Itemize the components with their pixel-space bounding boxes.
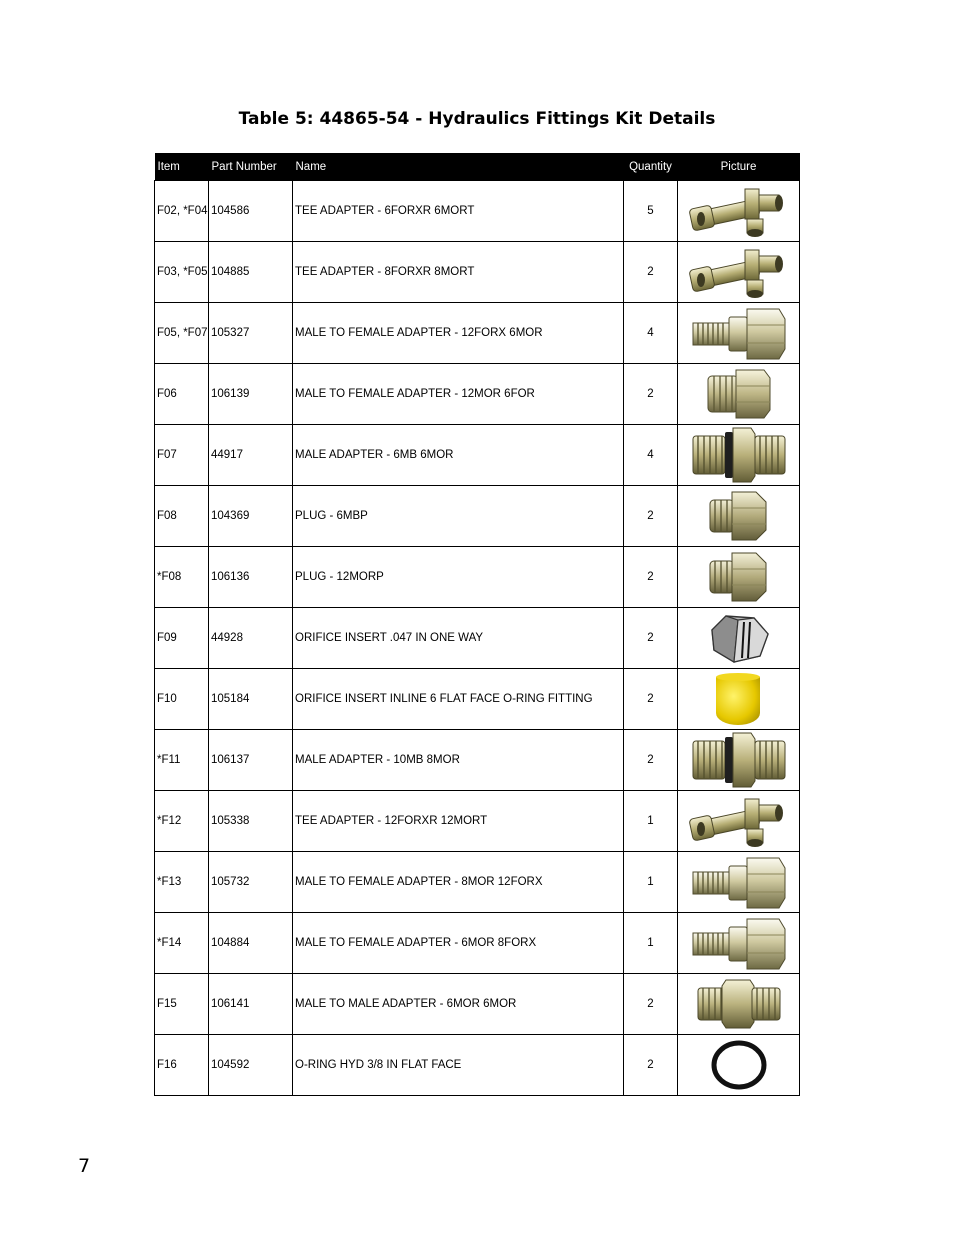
cell-item: F16	[155, 1035, 209, 1096]
cell-name: MALE TO MALE ADAPTER - 6MOR 6MOR	[293, 974, 624, 1035]
cell-quantity: 4	[624, 303, 678, 364]
cell-part-number: 104884	[209, 913, 293, 974]
table-row	[155, 852, 800, 913]
cell-picture	[678, 852, 800, 913]
cell-item: F06	[155, 364, 209, 425]
cell-item: F10	[155, 669, 209, 730]
cell-quantity: 1	[624, 913, 678, 974]
cell-item: F05, *F07	[155, 303, 209, 364]
table-row	[155, 669, 800, 730]
male-adapter-icon	[678, 426, 799, 484]
cell-quantity: 2	[624, 1035, 678, 1096]
cell-item: F15	[155, 974, 209, 1035]
cell-item: *F14	[155, 913, 209, 974]
table-row	[155, 608, 800, 669]
cell-part-number: 106141	[209, 974, 293, 1035]
cell-part-number: 104592	[209, 1035, 293, 1096]
cell-name: MALE TO FEMALE ADAPTER - 6MOR 8FORX	[293, 913, 624, 974]
cell-item: *F12	[155, 791, 209, 852]
cell-part-number: 106136	[209, 547, 293, 608]
fittings-table	[154, 153, 800, 1096]
orifice-insert-icon	[678, 610, 799, 666]
cell-part-number: 104885	[209, 242, 293, 303]
cell-quantity: 2	[624, 974, 678, 1035]
cell-name: ORIFICE INSERT INLINE 6 FLAT FACE O-RING FITTING	[293, 669, 624, 730]
cell-picture	[678, 1035, 800, 1096]
cell-item: *F13	[155, 852, 209, 913]
cell-picture	[678, 791, 800, 852]
table-row	[155, 181, 800, 242]
cell-part-number: 105184	[209, 669, 293, 730]
plug-icon	[678, 549, 799, 605]
cell-name: MALE TO FEMALE ADAPTER - 8MOR 12FORX	[293, 852, 624, 913]
hex-adapter-icon	[678, 366, 799, 422]
cell-name: PLUG - 6MBP	[293, 486, 624, 547]
cell-quantity: 5	[624, 181, 678, 242]
table-row	[155, 547, 800, 608]
table-row	[155, 364, 800, 425]
cell-part-number: 44928	[209, 608, 293, 669]
table-title: Table 5: 44865-54 - Hydraulics Fittings Kit Details	[238, 109, 716, 129]
cell-picture	[678, 364, 800, 425]
cell-quantity: 2	[624, 669, 678, 730]
cell-name: O-RING HYD 3/8 IN FLAT FACE	[293, 1035, 624, 1096]
cell-name: MALE TO FEMALE ADAPTER - 12FORX 6MOR	[293, 303, 624, 364]
cell-picture	[678, 608, 800, 669]
cell-picture	[678, 181, 800, 242]
cell-name: MALE TO FEMALE ADAPTER - 12MOR 6FOR	[293, 364, 624, 425]
cell-item: *F08	[155, 547, 209, 608]
table-row	[155, 303, 800, 364]
cell-quantity: 2	[624, 730, 678, 791]
cell-quantity: 1	[624, 791, 678, 852]
column-header-picture: Picture	[678, 153, 800, 181]
column-header-quantity: Quantity	[624, 153, 678, 181]
cell-part-number: 105327	[209, 303, 293, 364]
cell-part-number: 44917	[209, 425, 293, 486]
cell-part-number: 105338	[209, 791, 293, 852]
column-header-name: Name	[293, 153, 624, 181]
male-adapter-icon	[678, 731, 799, 789]
plug-icon	[678, 488, 799, 544]
cell-picture	[678, 425, 800, 486]
cell-picture	[678, 303, 800, 364]
page-number: 7	[78, 1155, 91, 1177]
cell-quantity: 4	[624, 425, 678, 486]
table-row	[155, 730, 800, 791]
cell-name: MALE ADAPTER - 6MB 6MOR	[293, 425, 624, 486]
cell-item: F09	[155, 608, 209, 669]
male-female-adapter-icon	[678, 305, 799, 361]
male-female-adapter-icon	[678, 915, 799, 971]
male-female-adapter-icon	[678, 854, 799, 910]
column-header-item: Item	[155, 153, 209, 181]
cell-quantity: 2	[624, 242, 678, 303]
table-row	[155, 791, 800, 852]
table-row	[155, 486, 800, 547]
male-male-adapter-icon	[678, 976, 799, 1032]
cell-picture	[678, 913, 800, 974]
tee-adapter-icon	[678, 244, 799, 300]
cell-name: TEE ADAPTER - 8FORXR 8MORT	[293, 242, 624, 303]
cell-picture	[678, 486, 800, 547]
cell-item: F03, *F05	[155, 242, 209, 303]
cell-name: ORIFICE INSERT .047 IN ONE WAY	[293, 608, 624, 669]
cell-picture	[678, 242, 800, 303]
table-row	[155, 425, 800, 486]
cell-item: *F11	[155, 730, 209, 791]
tee-adapter-icon	[678, 793, 799, 849]
cell-quantity: 1	[624, 852, 678, 913]
table-header-row	[155, 153, 800, 181]
cell-picture	[678, 669, 800, 730]
cell-quantity: 2	[624, 547, 678, 608]
cell-quantity: 2	[624, 486, 678, 547]
cell-picture	[678, 974, 800, 1035]
cell-part-number: 106137	[209, 730, 293, 791]
cell-part-number: 104369	[209, 486, 293, 547]
cell-quantity: 2	[624, 364, 678, 425]
table-row	[155, 974, 800, 1035]
o-ring-icon	[678, 1037, 799, 1093]
cell-item: F08	[155, 486, 209, 547]
table-row	[155, 913, 800, 974]
cell-part-number: 105732	[209, 852, 293, 913]
cell-item: F07	[155, 425, 209, 486]
cell-item: F02, *F04	[155, 181, 209, 242]
cell-picture	[678, 547, 800, 608]
column-header-part-number: Part Number	[209, 153, 293, 181]
cell-part-number: 106139	[209, 364, 293, 425]
cell-name: MALE ADAPTER - 10MB 8MOR	[293, 730, 624, 791]
table-row	[155, 1035, 800, 1096]
cell-picture	[678, 730, 800, 791]
cell-name: TEE ADAPTER - 6FORXR 6MORT	[293, 181, 624, 242]
cell-name: PLUG - 12MORP	[293, 547, 624, 608]
tee-adapter-icon	[678, 183, 799, 239]
cell-name: TEE ADAPTER - 12FORXR 12MORT	[293, 791, 624, 852]
yellow-cap-icon	[678, 669, 799, 729]
cell-quantity: 2	[624, 608, 678, 669]
table-row	[155, 242, 800, 303]
cell-part-number: 104586	[209, 181, 293, 242]
